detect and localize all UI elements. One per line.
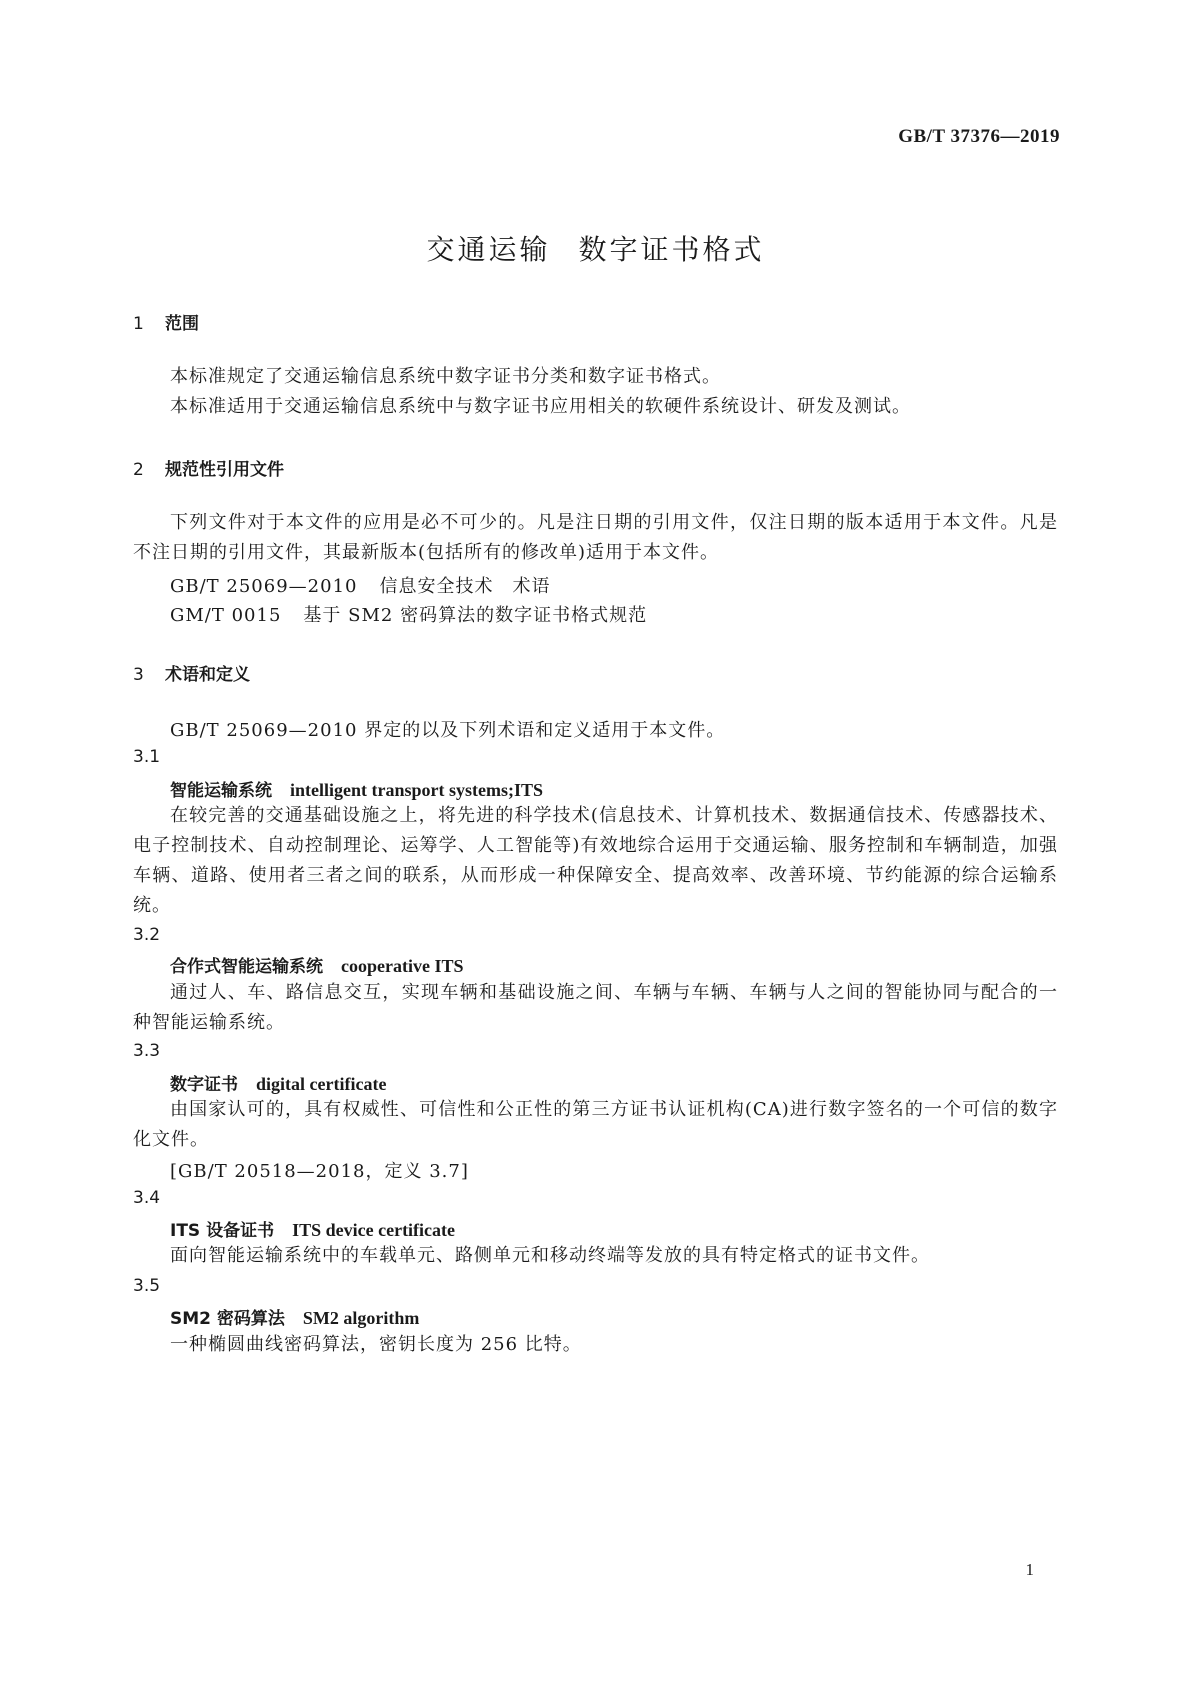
term-heading [170, 1216, 455, 1241]
term-number: 3.1 [133, 747, 161, 767]
page-number: 1 [1025, 1560, 1034, 1579]
term-en: intelligent transport systems;ITS [290, 780, 543, 800]
term-zh: 数字证书 [170, 1075, 238, 1095]
document-title [0, 228, 1191, 268]
title-part-2: 数字证书格式 [578, 233, 765, 266]
term-en: SM2 algorithm [302, 1308, 420, 1328]
term-number: 3.2 [133, 925, 161, 945]
reference-item [170, 601, 647, 627]
term-definition: 一种椭圆曲线密码算法，密钥长度为 256 比特。 [170, 1334, 582, 1355]
term-number: 3.5 [133, 1276, 161, 1296]
term-definition: 通过人、车、路信息交互，实现车辆和基础设施之间、车辆与车辆、车辆与人之间的智能协同与配合的一种智能运输系统。 [133, 982, 1058, 1033]
term-zh: 智能运输系统 [170, 781, 272, 801]
term-heading [170, 1070, 386, 1095]
section-2-title: 规范性引用文件 [165, 460, 284, 480]
reference-name: 信息安全技术 术语 [379, 576, 551, 597]
section-2-number: 2 [133, 460, 144, 480]
term-number: 3.3 [133, 1041, 161, 1061]
reference-name: 基于 SM2 密码算法的数字证书格式规范 [303, 605, 648, 626]
term-zh: SM2 密码算法 [170, 1309, 285, 1329]
section-1-paragraph-1: 本标准规定了交通运输信息系统中数字证书分类和数字证书格式。 [170, 366, 721, 387]
term-definition: 由国家认可的，具有权威性、可信性和公正性的第三方证书认证机构(CA)进行数字签名的一个可信的数字化文件。 [133, 1099, 1058, 1150]
reference-code: GM/T 0015 [170, 605, 282, 626]
term-zh: 合作式智能运输系统 [170, 957, 323, 977]
term-heading [170, 1304, 419, 1329]
reference-code: GB/T 25069—2010 [170, 576, 358, 597]
section-3-title: 术语和定义 [165, 665, 250, 685]
section-3-intro: GB/T 25069—2010 界定的以及下列术语和定义适用于本文件。 [170, 720, 726, 741]
term-en: ITS device certificate [292, 1220, 456, 1240]
section-1-title: 范围 [165, 314, 199, 334]
term-definition: 面向智能运输系统中的车载单元、路侧单元和移动终端等发放的具有特定格式的证书文件。 [170, 1245, 930, 1266]
section-2-heading [133, 455, 284, 480]
term-en: digital certificate [256, 1074, 387, 1094]
term-source: [GB/T 20518—2018，定义 3.7] [170, 1161, 469, 1182]
term-heading [170, 776, 543, 801]
title-part-1: 交通运输 [426, 233, 551, 266]
term-en: cooperative ITS [341, 956, 464, 976]
section-3-number: 3 [133, 665, 144, 685]
section-1-number: 1 [133, 314, 144, 334]
term-heading [170, 952, 463, 977]
section-2-intro: 下列文件对于本文件的应用是必不可少的。凡是注日期的引用文件，仅注日期的版本适用于本文件。凡是不注日期的引用文件，其最新版本(包括所有的修改单)适用于本文件。 [133, 512, 1058, 563]
term-number: 3.4 [133, 1188, 161, 1208]
section-1-heading [133, 309, 199, 334]
reference-item [170, 572, 550, 598]
term-definition: 在较完善的交通基础设施之上，将先进的科学技术(信息技术、计算机技术、数据通信技术、传感器技术、电子控制技术、自动控制理论、运筹学、人工智能等)有效地综合运用于交通运输、服务控制和车辆制造，加强车辆、道路、使用者三者之间的联系，从而形成一种保障安全、提高效率、改善环境、节约能源的综合运输系统。 [133, 805, 1058, 916]
standard-code: GB/T 37376—2019 [898, 126, 1060, 147]
section-1-paragraph-2: 本标准适用于交通运输信息系统中与数字证书应用相关的软硬件系统设计、研发及测试。 [170, 396, 911, 417]
section-3-heading [133, 660, 250, 685]
term-zh: ITS 设备证书 [170, 1221, 275, 1241]
